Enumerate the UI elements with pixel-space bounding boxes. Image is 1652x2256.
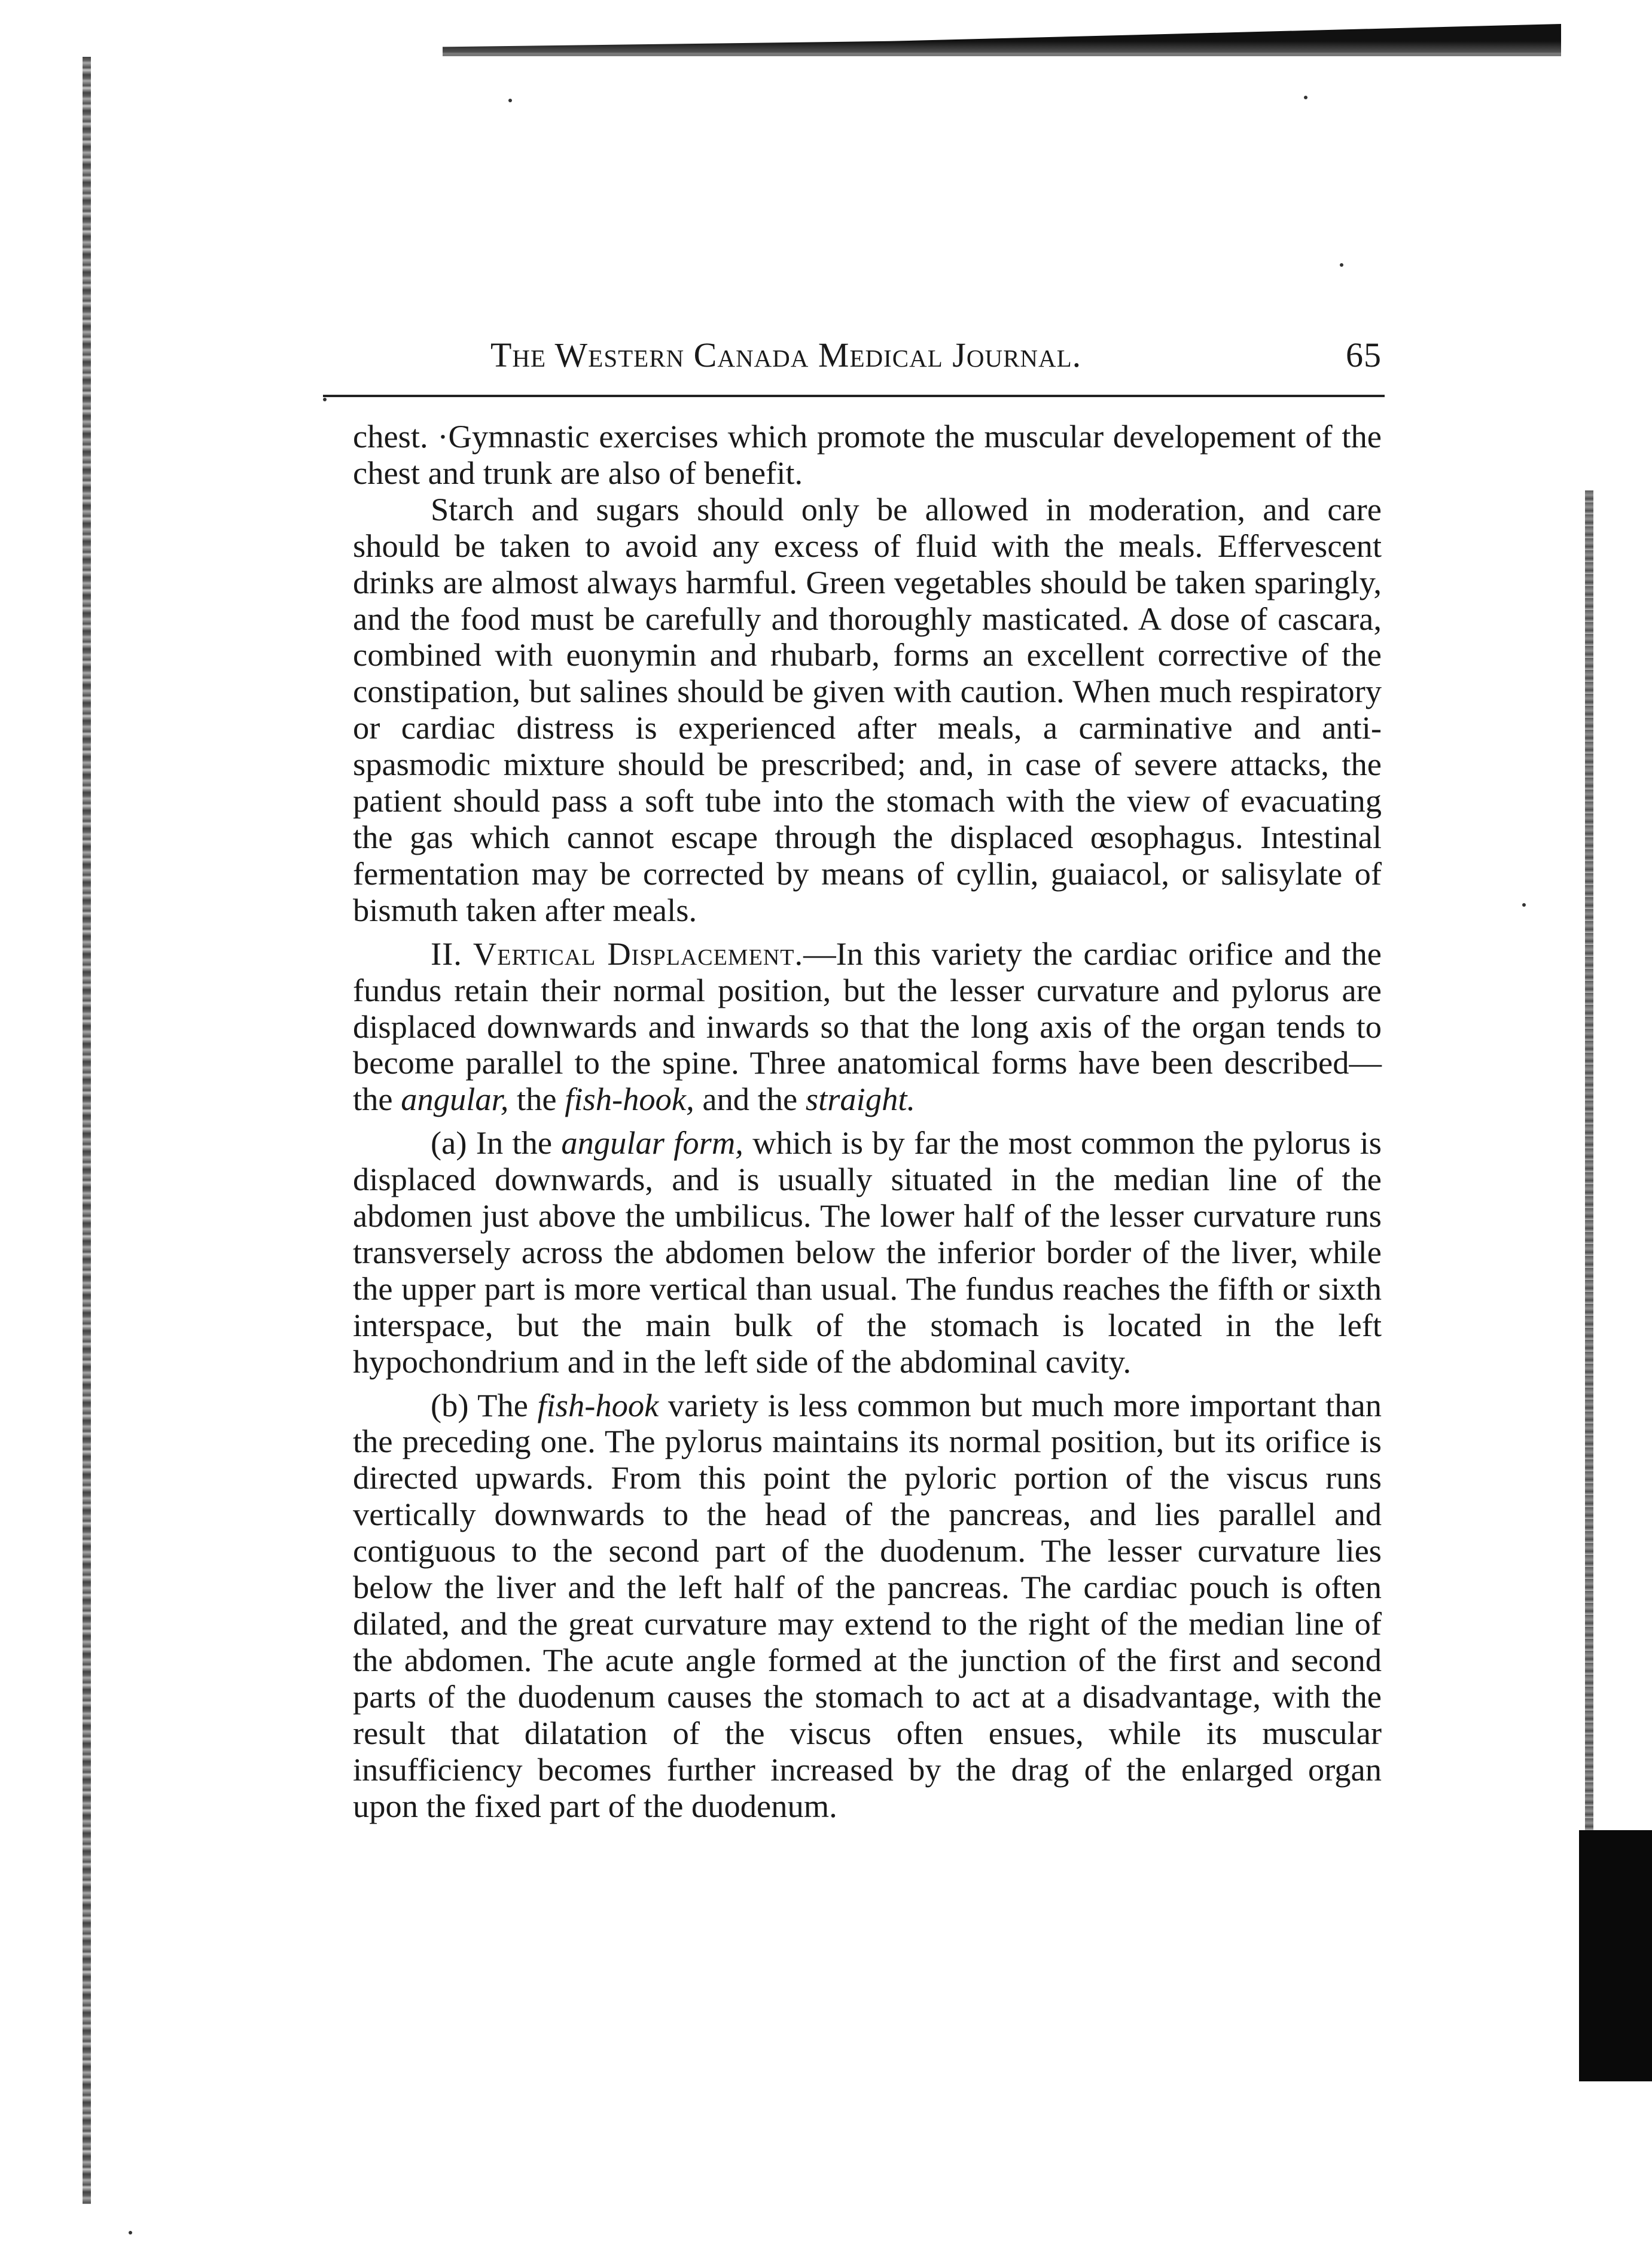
- paragraph-vertical-displacement: II. Vertical Displacement.—In this variety the cardiac orifice and the fundus retain their normal position, but the lesser curvature and pylorus are displaced downwards and inwards so that the long axis of the organ tends to become parallel to the spine. Three anatomical forms have been described—the angular, the fish-hook, and the straight.: [353, 935, 1382, 1118]
- scan-left-edge: [83, 57, 91, 2204]
- term-angular-form: angular form,: [561, 1124, 743, 1161]
- scan-right-edge: [1585, 490, 1593, 1866]
- item-label-b: (b): [431, 1386, 469, 1423]
- term-straight: straight.: [805, 1081, 916, 1118]
- scan-top-bar: [443, 24, 1561, 53]
- scan-speck: [508, 99, 512, 102]
- paragraph-fish-hook: (b) The fish-hook variety is less common but much more important than the preceding one. The pylorus maintains its normal position, but its orifice is directed upwards. From this point the pyloric portion of the viscus runs vertically downwards to the head of the pancreas, and lies parallel and contiguous to the second part of the duodenum. The lesser curvature lies below the liver and the left half of the pancreas. The cardiac pouch is often dilated, and the great curvature may extend to the right of the median line of the abdomen. The acute angle formed at the junction of the first and second parts of the duodenum causes the stomach to act at a disadvantage, with the result that dilatation of the viscus often ensues, while its muscular insufficiency becomes further increased by the drag of the enlarged organ upon the fixed part of the duodenum.: [353, 1386, 1382, 1824]
- paragraph-angular-form: (a) In the angular form, which is by far the most common the pylorus is displaced downwards, and is usually situated in the median line of the abdomen just above the umbilicus. The lower half of the lesser curvature runs transversely across the abdomen below the inferior border of the liver, while the upper part is more vertical than usual. The fundus reaches the fifth or sixth interspace, but the main bulk of the stomach is located in the left hypochondrium and in the left side of the abdominal cavity.: [353, 1124, 1382, 1380]
- page-number: 65: [1346, 336, 1382, 374]
- scan-right-block: [1579, 1830, 1652, 2081]
- term-fish-hook-variety: fish-hook: [537, 1386, 659, 1423]
- scan-speck: [1522, 903, 1526, 907]
- paragraph-continuation: chest. ·Gymnastic exercises which promote the muscular developement of the chest and trunk are also of benefit.: [353, 418, 1382, 491]
- scan-speck: [1340, 263, 1343, 267]
- item-label-a: (a): [431, 1124, 467, 1161]
- scan-speck: [323, 398, 327, 401]
- scan-speck: [129, 2231, 132, 2234]
- article-body: [353, 419, 1382, 1824]
- paragraph-diet: Starch and sugars should only be allowed in moderation, and care should be taken to avoid any excess of fluid with the meals. Effervescent drinks are almost always harmful. Green vegetables should be taken sparingly, and the food must be carefully and thoroughly masticated. A dose of cascara, combined with euonymin and rhubarb, forms an excellent corrective of the constipation, but salines should be given with caution. When much respiratory or cardiac distress is experienced after meals, a carminative and anti-spasmodic mixture should be prescribed; and, in case of severe attacks, the patient should pass a soft tube into the stomach with the view of evacuating the gas which cannot escape through the displaced œsophagus. Intestinal fermentation may be corrected by means of cyllin, guaiacol, or salisylate of bismuth taken after meals.: [353, 490, 1382, 928]
- section-heading: II. Vertical Displacement.: [431, 935, 804, 972]
- scan-speck: [1304, 96, 1307, 99]
- term-fish-hook: fish-hook,: [565, 1081, 694, 1118]
- scan-top-bar-edge: [443, 53, 1561, 56]
- journal-title: The Western Canada Medical Journal.: [490, 336, 1082, 374]
- term-angular: angular,: [401, 1081, 509, 1118]
- header-rule: [323, 395, 1385, 397]
